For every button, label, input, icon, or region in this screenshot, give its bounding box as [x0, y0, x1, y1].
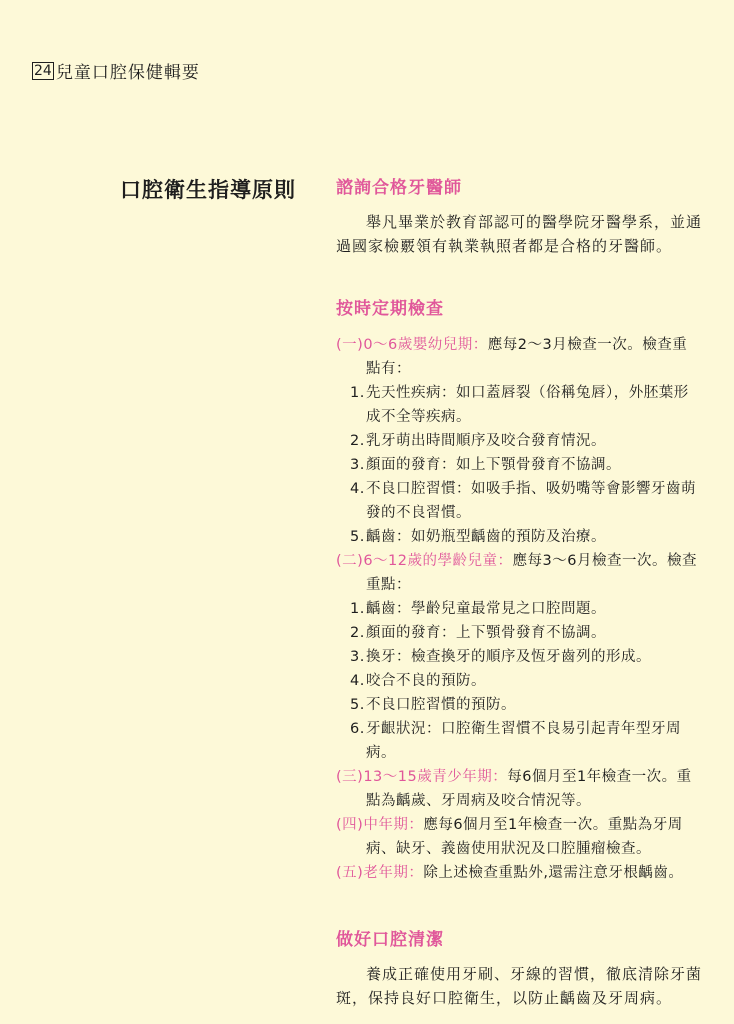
checkup-point	[336, 381, 702, 429]
age-group-text: 應每2～3月檢查一次。檢查重點有：	[366, 337, 688, 377]
checkup-point-text: 乳牙萌出時間順序及咬合發育情況。	[366, 433, 606, 449]
checkup-point-number: 6.	[350, 721, 365, 737]
checkup-point	[336, 597, 702, 621]
oral-cleaning-paragraph: 養成正確使用牙刷、牙線的習慣，徹底清除牙菌斑，保持良好口腔衛生，以防止齲齒及牙周病。	[336, 965, 703, 1007]
checkup-point	[336, 525, 702, 549]
age-group-header	[336, 765, 702, 813]
age-group-text: 應每6個月至1年檢查一次。重點為牙周病、缺牙、義齒使用狀況及口腔腫瘤檢查。	[366, 817, 683, 857]
main-content	[336, 173, 702, 1010]
age-group-text: 每6個月至1年檢查一次。重點為齲歲、牙周病及咬合情況等。	[366, 769, 692, 809]
age-group	[336, 813, 702, 861]
checkup-point-text: 先天性疾病：如口蓋唇裂（俗稱兔唇），外胚葉形成不全等疾病。	[366, 385, 689, 425]
section-heading-regular-checkup: 按時定期檢查	[336, 299, 444, 319]
checkup-point-number: 3.	[350, 457, 365, 473]
checkup-point-text: 齲齒：學齡兒童最常見之口腔問題。	[366, 601, 606, 617]
checkup-point-text: 不良口腔習慣：如吸手指、吸奶嘴等會影響牙齒萌發的不良習慣。	[366, 481, 696, 521]
checkup-point-number: 2.	[350, 433, 365, 449]
page-number: 24	[34, 62, 52, 79]
checkup-point-list	[336, 597, 702, 765]
checkup-point-number: 2.	[350, 625, 365, 641]
checkup-point	[336, 477, 702, 525]
age-group-label: (五)老年期：	[336, 865, 424, 881]
page-header	[32, 58, 200, 83]
section-heading-oral-cleaning: 做好口腔清潔	[336, 930, 444, 950]
age-group-label: (三)13～15歲青少年期：	[336, 769, 508, 785]
checkup-groups	[336, 333, 702, 885]
age-group	[336, 861, 702, 885]
checkup-point-text: 顏面的發育：如上下顎骨發育不協調。	[366, 457, 621, 473]
checkup-point	[336, 669, 702, 693]
age-group	[336, 333, 702, 549]
age-group-label: (二)6～12歲的學齡兒童：	[336, 553, 513, 569]
age-group-header	[336, 333, 702, 381]
age-group-header	[336, 861, 702, 885]
checkup-point-number: 1.	[350, 385, 365, 401]
checkup-point-text: 咬合不良的預防。	[366, 673, 486, 689]
checkup-point	[336, 429, 702, 453]
checkup-point-text: 齲齒：如奶瓶型齲齒的預防及治療。	[366, 529, 606, 545]
checkup-point-number: 4.	[350, 481, 365, 497]
age-group	[336, 765, 702, 813]
section-heading-consult-dentist: 諮詢合格牙醫師	[336, 178, 462, 198]
book-title: 兒童口腔保健輯要	[55, 63, 200, 83]
checkup-point	[336, 693, 702, 717]
age-group-label: (四)中年期：	[336, 817, 424, 833]
checkup-point-number: 5.	[350, 697, 365, 713]
checkup-point-list	[336, 381, 702, 549]
checkup-point	[336, 717, 702, 765]
checkup-point-number: 4.	[350, 673, 365, 689]
checkup-point	[336, 645, 702, 669]
consult-dentist-paragraph: 舉凡畢業於教育部認可的醫學院牙醫學系，並通過國家檢覈領有執業執照者都是合格的牙醫師。	[336, 213, 703, 255]
age-group	[336, 549, 702, 765]
checkup-point	[336, 453, 702, 477]
checkup-point-text: 換牙：檢查換牙的順序及恆牙齒列的形成。	[366, 649, 651, 665]
age-group-header	[336, 549, 702, 597]
checkup-point-text: 不良口腔習慣的預防。	[366, 697, 516, 713]
age-group-text: 應每3～6月檢查一次。檢查重點：	[366, 553, 697, 593]
checkup-point-number: 1.	[350, 601, 365, 617]
checkup-point-number: 3.	[350, 649, 365, 665]
checkup-point	[336, 621, 702, 645]
age-group-header	[336, 813, 702, 861]
chapter-title: 口腔衛生指導原則	[120, 178, 296, 202]
checkup-point-text: 顏面的發育：上下顎骨發育不協調。	[366, 625, 606, 641]
checkup-point-number: 5.	[350, 529, 365, 545]
age-group-label: (一)0～6歲嬰幼兒期：	[336, 337, 488, 353]
age-group-text: 除上述檢查重點外,還需注意牙根齲齒。	[423, 865, 684, 881]
checkup-point-text: 牙齦狀況：口腔衛生習慣不良易引起青年型牙周病。	[366, 721, 681, 761]
